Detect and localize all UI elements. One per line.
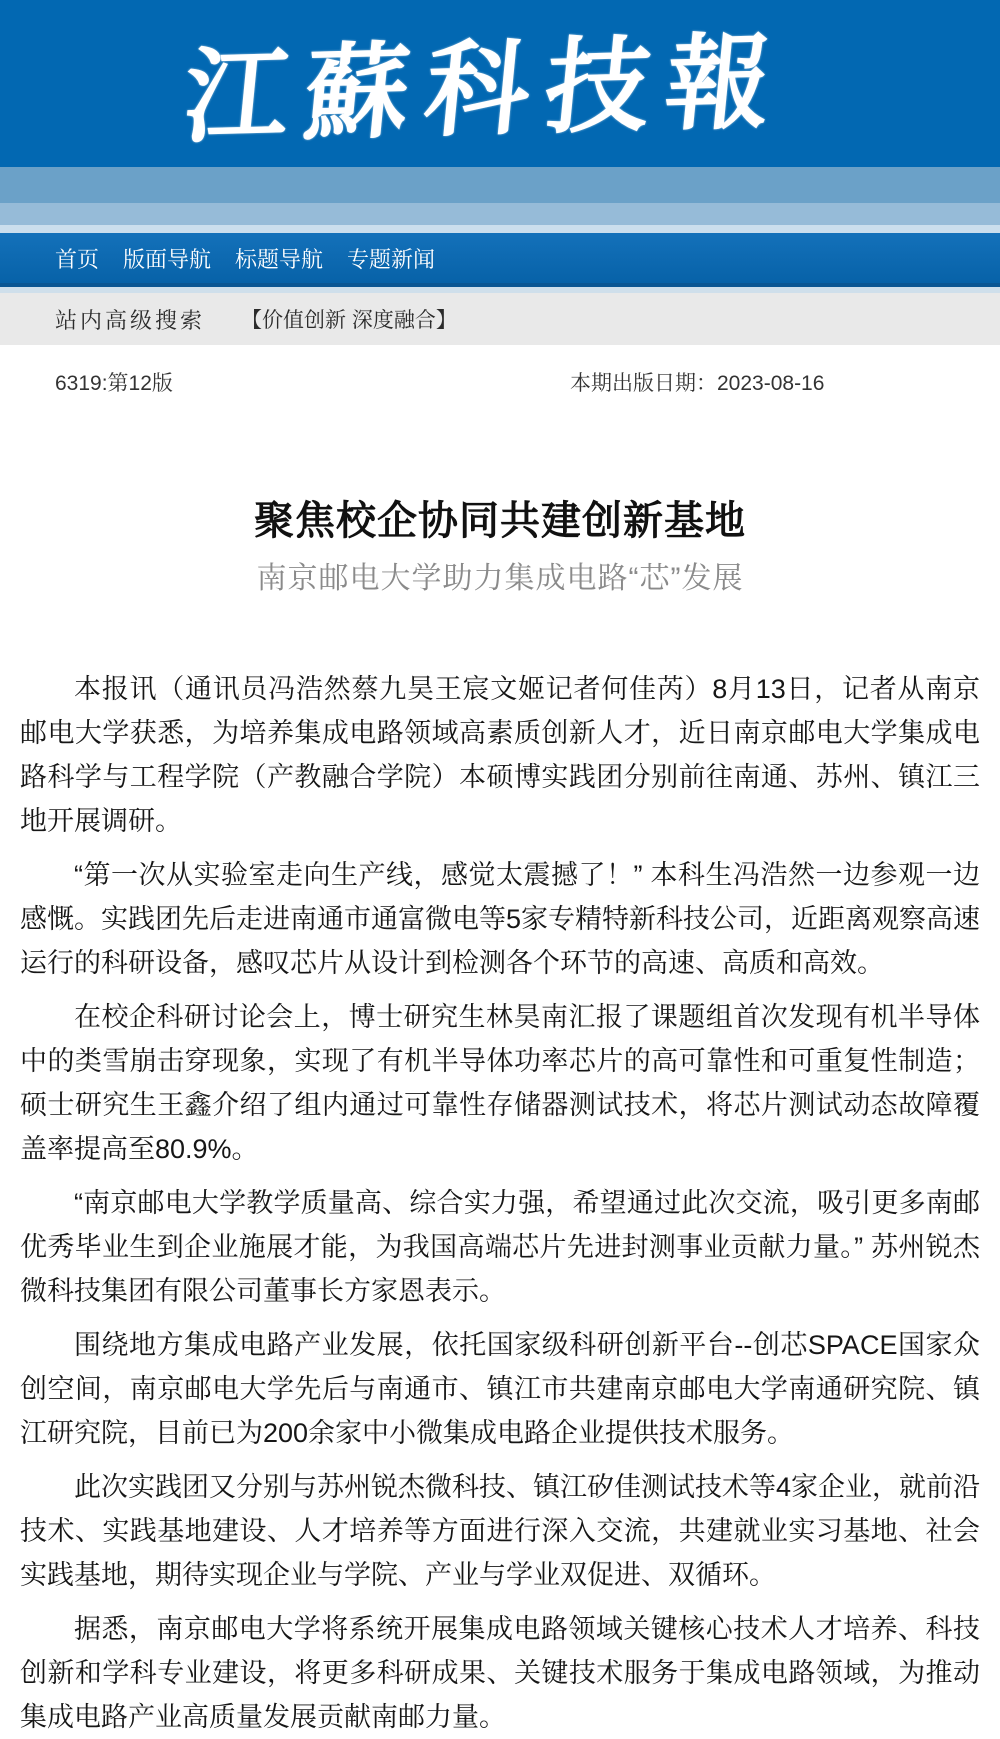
header-stripe-lightest xyxy=(0,225,1000,233)
article-title: 聚焦校企协同共建创新基地 xyxy=(254,499,746,543)
advanced-search-link[interactable]: 站内高级搜索 xyxy=(55,307,206,333)
article-paragraph: 围绕地方集成电路产业发展，依托国家级科研创新平台--创芯SPACE国家众创空间，南京邮电大学先后与南通市、镇江市共建南京邮电大学南通研究院、镇江研究院，目前已为200余家中小微集成电路企业提供技术服务。 xyxy=(20,1330,980,1448)
header-stripe-medium xyxy=(0,167,1000,203)
nav-item-home[interactable]: 首页 xyxy=(55,246,100,272)
article-subtitle: 南京邮电大学助力集成电路“芯”发展 xyxy=(256,562,744,595)
issue-info-row xyxy=(0,345,1000,415)
newspaper-logo[interactable]: 江蘇科技報 xyxy=(178,19,793,158)
masthead-banner xyxy=(0,0,1000,167)
article-paragraph: 此次实践团又分别与苏州锐杰微科技、镇江矽佳测试技术等4家企业，就前沿技术、实践基地建设、人才培养等方面进行深入交流，共建就业实习基地、社会实践基地，期待实现企业与学院、产业与学业双促进、双循环。 xyxy=(20,1472,981,1590)
nav-item-special-news[interactable]: 专题新闻 xyxy=(347,246,436,272)
article xyxy=(0,497,1000,1739)
header-stripe-light xyxy=(0,203,1000,225)
secondary-toolbar xyxy=(0,293,1000,345)
article-paragraph: 据悉，南京邮电大学将系统开展集成电路领域关键核心技术人才培养、科技创新和学科专业建设，将更多科研成果、关键技术服务于集成电路领域，为推动集成电路产业高质量发展贡献南邮力量。 xyxy=(20,1614,980,1732)
site-slogan: 【价值创新 深度融合】 xyxy=(241,309,457,332)
main-nav xyxy=(0,233,1000,287)
publish-date: 本期出版日期：2023-08-16 xyxy=(570,372,825,395)
article-paragraph: 在校企科研讨论会上，博士研究生林昊南汇报了课题组首次发现有机半导体中的类雪崩击穿现象，实现了有机半导体功率芯片的高可靠性和可重复性制造；硕士研究生王鑫介绍了组内通过可靠性存储器测试技术，将芯片测试动态故障覆盖率提高至80.9%。 xyxy=(20,1002,980,1164)
issue-number: 6319:第12版 xyxy=(55,372,173,395)
article-paragraph: “南京邮电大学教学质量高、综合实力强，希望通过此次交流，吸引更多南邮优秀毕业生到企业施展才能，为我国高端芯片先进封测事业贡献力量。” 苏州锐杰微科技集团有限公司董事长方家恩表示。 xyxy=(20,1188,980,1306)
article-paragraph: “第一次从实验室走向生产线，感觉太震撼了！” 本科生冯浩然一边参观一边感慨。实践团先后走进南通市通富微电等5家专精特新科技公司，近距离观察高速运行的科研设备，感叹芯片从设计到检测各个环节的高速、高质和高效。 xyxy=(20,860,981,978)
article-body xyxy=(0,667,1000,1739)
nav-item-page-navigation[interactable]: 版面导航 xyxy=(123,246,212,272)
article-paragraph: 本报讯（通讯员冯浩然蔡九昊王宸文姬记者何佳芮）8月13日，记者从南京邮电大学获悉，为培养集成电路领域高素质创新人才，近日南京邮电大学集成电路科学与工程学院（产教融合学院）本硕博实践团分别前往南通、苏州、镇江三地开展调研。 xyxy=(20,674,980,836)
nav-item-title-navigation[interactable]: 标题导航 xyxy=(235,246,324,272)
